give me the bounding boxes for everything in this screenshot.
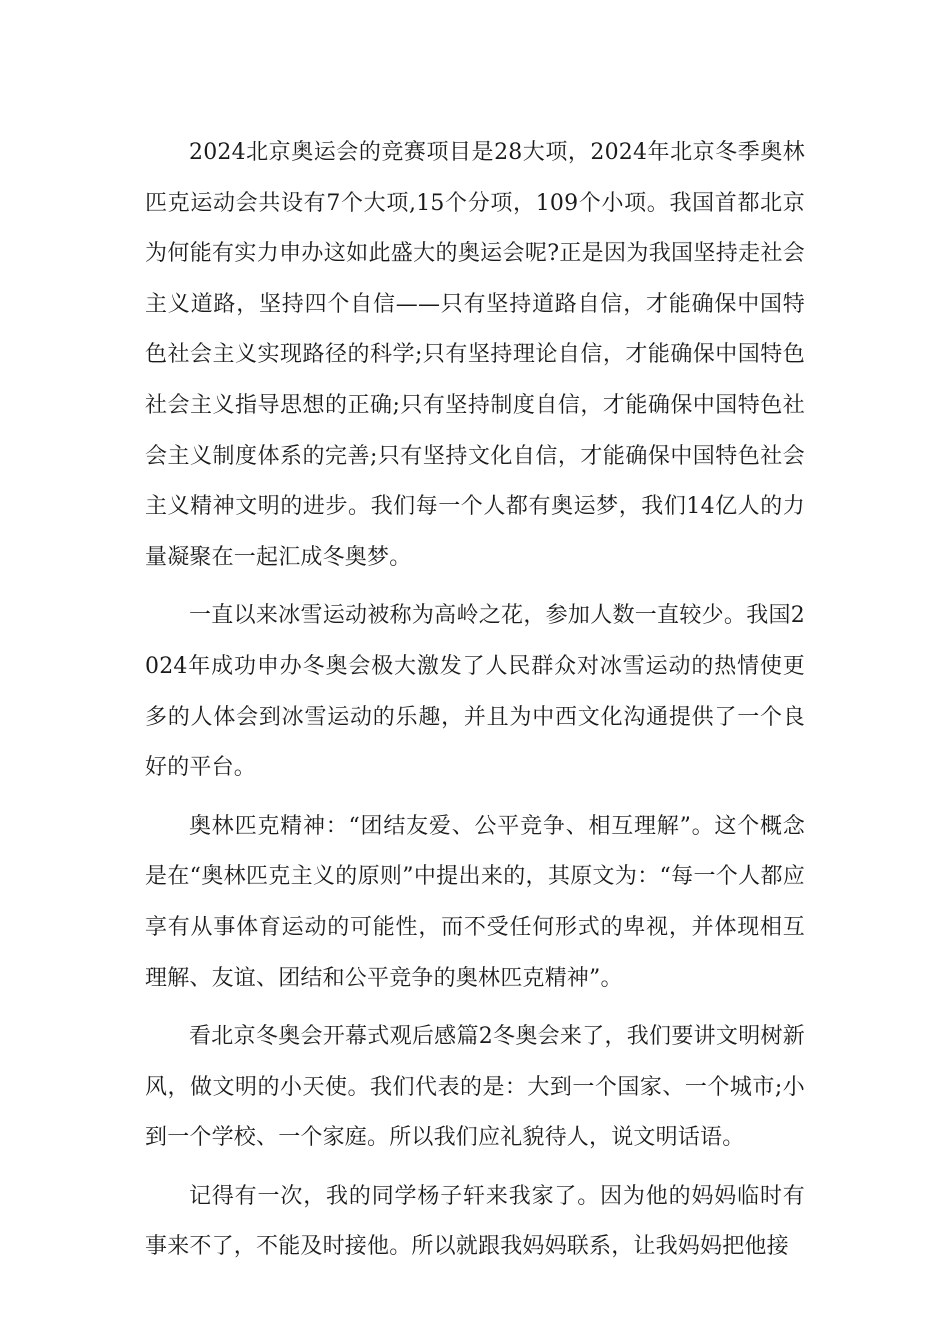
paragraph-1: 2024北京奥运会的竞赛项目是28大项，2024年北京冬季奥林匹克运动会共设有7个大项,15个分项，109个小项。我国首都北京为何能有实力申办这如此盛大的奥运会呢?正是因为我国坚持走社会主义道路，坚持四个自信——只有坚持道路自信，才能确保中国特色社会主义实现路径的科学;只有坚持理论自信，才能确保中国特色社会主义指导思想的正确;只有坚持制度自信，才能确保中国特色社会主义制度体系的完善;只有坚持文化自信，才能确保中国特色社会主义精神文明的进步。我们每一个人都有奥运梦，我们14亿人的力量凝聚在一起汇成冬奥梦。 [145,140,805,570]
paragraph-2: 一直以来冰雪运动被称为高岭之花，参加人数一直较少。我国2024年成功申办冬奥会极大激发了人民群众对冰雪运动的热情使更多的人体会到冰雪运动的乐趣，并且为中西文化沟通提供了一个良好的平台。 [145,603,805,781]
paragraph-3: 奥林匹克精神：“团结友爱、公平竞争、相互理解”。这个概念是在“奥林匹克主义的原则”中提出来的，其原文为：“每一个人都应享有从事体育运动的可能性，而不受任何形式的卑视，并体现相互理解、友谊、团结和公平竞争的奥林匹克精神”。 [145,813,805,991]
document-body [145,128,805,1281]
paragraph-5: 记得有一次，我的同学杨子轩来我家了。因为他的妈妈临时有事来不了，不能及时接他。所以就跟我妈妈联系，让我妈妈把他接 [145,1183,805,1260]
paragraph-4: 看北京冬奥会开幕式观后感篇2冬奥会来了，我们要讲文明树新风，做文明的小天使。我们代表的是：大到一个国家、一个城市;小到一个学校、一个家庭。所以我们应礼貌待人，说文明话语。 [145,1024,805,1151]
